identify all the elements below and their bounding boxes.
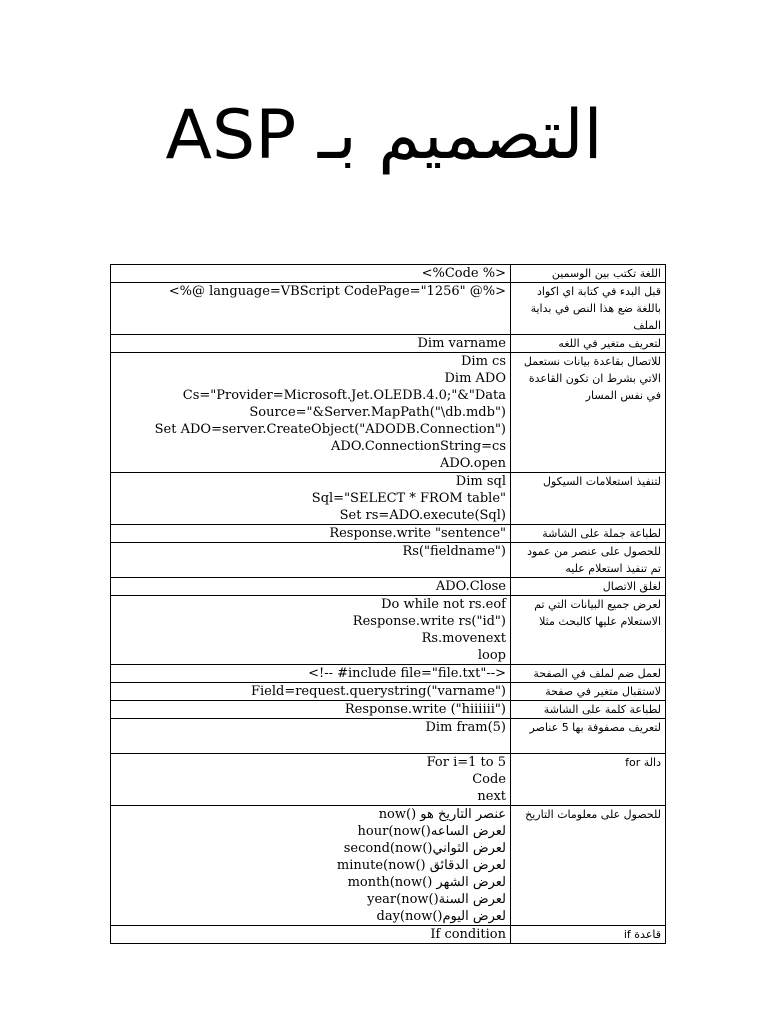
- table-row: [111, 353, 666, 473]
- table-row: [111, 683, 666, 701]
- code-cell: [111, 335, 511, 353]
- table-row: [111, 754, 666, 806]
- code-cell: [111, 665, 511, 683]
- code-cell: [111, 353, 511, 473]
- description-cell: لطباعة كلمة على الشاشة: [511, 701, 666, 719]
- code-line: Dim cs: [461, 354, 506, 369]
- table-row: [111, 265, 666, 283]
- code-cell: [111, 473, 511, 525]
- code-line: <%@ language=VBScript CodePage="1256" @%>: [168, 284, 506, 299]
- description-cell: قاعدة if: [511, 926, 666, 944]
- table-row: [111, 525, 666, 543]
- table-row: [111, 806, 666, 926]
- code-cell: [111, 806, 511, 926]
- table-row: [111, 596, 666, 665]
- code-line: ADO.Close: [435, 579, 506, 594]
- code-cell: [111, 754, 511, 806]
- description-cell: اللغة تكتب بين الوسمين: [511, 265, 666, 283]
- description-cell: للاتصال بقاعدة بيانات نستعمل الاتي بشرط ان تكون القاعدة في نفس المسار: [511, 353, 666, 473]
- table-body: [111, 265, 666, 944]
- code-line: Do while not rs.eof: [381, 597, 506, 612]
- table-row: [111, 701, 666, 719]
- code-line: Set rs=ADO.execute(Sql): [339, 508, 506, 523]
- description-cell: لتعريف متغير في اللغه: [511, 335, 666, 353]
- description-cell: دالة for: [511, 754, 666, 806]
- code-line: Dim varname: [417, 336, 506, 351]
- code-line: Set ADO=server.CreateObject("ADODB.Connection"): [154, 422, 506, 437]
- code-line: لعرض الساعه()hour(now: [357, 824, 506, 839]
- table-row: [111, 283, 666, 335]
- code-line: Source="&Server.MapPath("\db.mdb"): [249, 405, 506, 420]
- code-line: Dim sql: [455, 474, 506, 489]
- description-cell: للحصول على معلومات التاريخ: [511, 806, 666, 926]
- description-cell: قبل البدء في كتابة اي اكواد باللغة ضع هذا النص في بداية الملف: [511, 283, 666, 335]
- code-line: Response.write "sentence": [329, 526, 506, 541]
- code-line: Response.write rs("id"): [352, 614, 506, 629]
- description-cell: لاستقبال متغير في صفحة: [511, 683, 666, 701]
- code-cell: [111, 596, 511, 665]
- table-row: [111, 578, 666, 596]
- code-cell: [111, 525, 511, 543]
- table-row: [111, 665, 666, 683]
- code-line: Response.write ("hiiiiii"): [344, 702, 506, 717]
- code-cell: [111, 683, 511, 701]
- description-cell: لتعريف مصفوفة بها 5 عناصر: [511, 719, 666, 754]
- code-line: <!-- #include file="file.txt"-->: [308, 666, 506, 681]
- code-line: لعرض السنة()year(now: [367, 892, 506, 907]
- code-line: لعرض الثواني()second(now: [343, 841, 506, 856]
- table-row: [111, 543, 666, 578]
- code-line: For i=1 to 5: [426, 755, 506, 770]
- code-cell: [111, 926, 511, 944]
- description-cell: لعمل ضم لملف في الصفحة: [511, 665, 666, 683]
- code-cell: [111, 283, 511, 335]
- code-line: If condition: [430, 927, 506, 942]
- description-cell: لتنفيذ استعلامات السيكول: [511, 473, 666, 525]
- code-line: ADO.open: [439, 456, 506, 471]
- code-line: [115, 736, 506, 753]
- code-line: Code: [472, 772, 506, 787]
- code-line: Dim ADO: [444, 371, 506, 386]
- code-line: لعرض اليوم()day(now: [376, 909, 506, 924]
- code-line: لعرض الشهر ()month(now: [347, 875, 506, 890]
- code-cell: [111, 701, 511, 719]
- table-row: [111, 719, 666, 754]
- table-row: [111, 473, 666, 525]
- description-cell: لعرض جميع البيانات التي تم الاستعلام عليها كالبحث مثلا: [511, 596, 666, 665]
- table-row: [111, 335, 666, 353]
- code-line: Sql="SELECT * FROM table": [311, 491, 506, 506]
- code-line: Dim fram(5): [425, 720, 506, 735]
- code-line: loop: [477, 648, 506, 663]
- description-cell: للحصول على عنصر من عمود تم تنفيذ استعلام عليه: [511, 543, 666, 578]
- code-cell: [111, 265, 511, 283]
- code-line: Cs="Provider=Microsoft.Jet.OLEDB.4.0;"&"Data: [182, 388, 506, 403]
- code-line: عنصر التاريخ هو ()now: [378, 807, 506, 822]
- asp-reference-table: [110, 264, 666, 944]
- description-cell: لطباعة جملة على الشاشة: [511, 525, 666, 543]
- code-line: Rs("fieldname"): [402, 544, 506, 559]
- code-line: لعرض الدقائق ()minute(now: [336, 858, 506, 873]
- page-title: التصميم بـ ASP: [165, 96, 603, 175]
- code-line: Rs.movenext: [421, 631, 506, 646]
- code-line: Field=request.querystring("varname"): [250, 684, 506, 699]
- code-cell: [111, 543, 511, 578]
- code-line: next: [477, 789, 506, 804]
- code-line: <%Code %>: [421, 266, 506, 281]
- code-cell: [111, 719, 511, 754]
- code-line: ADO.ConnectionString=cs: [331, 439, 506, 454]
- description-cell: لغلق الاتصال: [511, 578, 666, 596]
- table-row: [111, 926, 666, 944]
- code-cell: [111, 578, 511, 596]
